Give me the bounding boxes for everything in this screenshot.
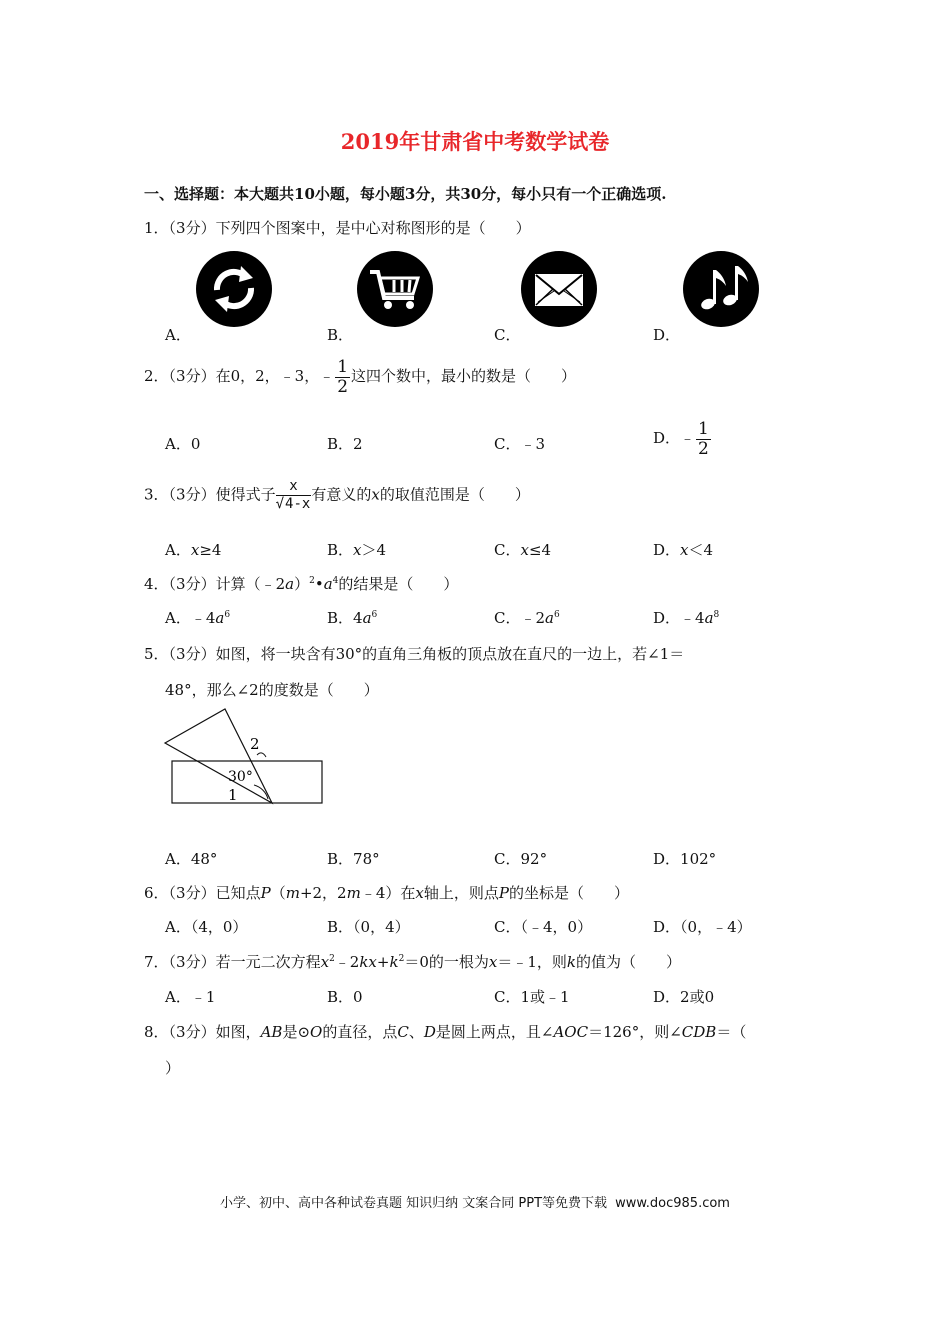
q6-option-a[interactable]: A．（4，0） <box>165 918 248 936</box>
fraction: $\frac{1}{2}$ <box>337 357 349 397</box>
envelope-icon <box>520 250 598 328</box>
q7-option-d[interactable]: D．2或0 <box>653 988 715 1006</box>
q1-option-d[interactable]: D． <box>653 326 681 344</box>
q7-option-a[interactable]: A．﹣1 <box>165 988 216 1006</box>
q6-option-d[interactable]: D．（0，﹣4） <box>653 918 752 936</box>
refresh-icon <box>195 250 273 328</box>
q3-option-b[interactable]: B．x＞4 <box>327 541 387 559</box>
q3-option-a[interactable]: A．x≥4 <box>165 541 222 559</box>
question-5-line1: 5．（3分）如图，将一块含有30°的直角三角板的顶点放在直尺的一边上，若∠1＝ <box>144 645 685 663</box>
angle-30-label: 30° <box>228 769 253 785</box>
question-1-stem: 1．（3分）下列四个图案中，是中心对称图形的是（ ） <box>144 219 531 237</box>
q7-option-b[interactable]: B．0 <box>327 988 363 1006</box>
page-title: 2019年甘肃省中考数学试卷 <box>340 129 610 154</box>
q5-option-b[interactable]: B．78° <box>327 850 380 868</box>
question-7-stem: 7．（3分）若一元二次方程$x^2﹣2kx+k^2=0$的一根为x＝﹣1，则k的值为（ ） <box>144 953 681 971</box>
q1-option-b[interactable]: B． <box>327 326 354 344</box>
q1-option-a[interactable]: A． <box>165 326 191 344</box>
music-note-icon <box>682 250 760 328</box>
q2-option-b[interactable]: B．2 <box>327 435 363 453</box>
page-footer <box>0 1192 950 1211</box>
sqrt-fraction: $\frac{x}{√4-x}$ <box>275 478 311 512</box>
q2-option-c[interactable]: C．﹣3 <box>494 435 546 453</box>
angle-2-label: 2 <box>250 735 260 753</box>
q5-option-d[interactable]: D．102° <box>653 850 717 868</box>
q1-option-c[interactable]: C． <box>494 326 521 344</box>
q5-option-a[interactable]: A．48° <box>165 850 218 868</box>
q4-option-c[interactable]: C．$﹣2a^6$ <box>494 609 560 627</box>
ruler-triangle-figure <box>160 703 330 809</box>
angle-1-label: 1 <box>228 786 238 804</box>
section-heading: 一、选择题：本大题共10小题，每小题3分，共30分，每小只有一个正确选项. <box>144 185 667 203</box>
question-3-stem: 3．（3分）使得式子 $\frac{x}{√4-x}$ 有意义的x的取值范围是（ ） <box>144 478 530 512</box>
question-8-line1: 8．（3分）如图，AB是⊙O的直径，点C、D是圆上两点，且∠AOC＝126°，则∠CDB＝（ <box>144 1023 747 1041</box>
footer-url[interactable]: www.doc985.com <box>615 1196 730 1211</box>
q2-option-d[interactable]: D．﹣ $\frac{1}{2}$ <box>653 419 709 459</box>
q4-option-d[interactable]: D．$﹣4a^8$ <box>653 609 720 627</box>
question-5-line2: 48°，那么∠2的度数是（ ） <box>165 681 379 699</box>
footer-text: 小学、初中、高中各种试卷真题 知识归纳 文案合同 PPT等免费下载 <box>220 1196 608 1211</box>
question-4-stem: 4．（3分）计算$(﹣2a)^2•a^4$的结果是（ ） <box>144 575 459 593</box>
q2-option-a[interactable]: A．0 <box>165 435 201 453</box>
q4-option-b[interactable]: B．$4a^6$ <box>327 609 378 627</box>
q6-option-c[interactable]: C．（﹣4，0） <box>494 918 593 936</box>
shopping-cart-icon <box>356 250 434 328</box>
question-2-stem: 2．（3分）在0，2，﹣3，﹣ $\frac{1}{2}$ 这四个数中，最小的数是（ ） <box>144 357 577 397</box>
q7-option-c[interactable]: C．1或﹣1 <box>494 988 570 1006</box>
question-8-line2: ） <box>165 1059 181 1077</box>
q6-option-b[interactable]: B．（0，4） <box>327 918 410 936</box>
question-6-stem: 6．（3分）已知点P（m+2，2m﹣4）在x轴上，则点P的坐标是（ ） <box>144 884 629 902</box>
q3-option-d[interactable]: D．x＜4 <box>653 541 714 559</box>
q3-option-c[interactable]: C．x≤4 <box>494 541 552 559</box>
q5-option-c[interactable]: C．92° <box>494 850 548 868</box>
q4-option-a[interactable]: A．$﹣4a^6$ <box>165 609 231 627</box>
